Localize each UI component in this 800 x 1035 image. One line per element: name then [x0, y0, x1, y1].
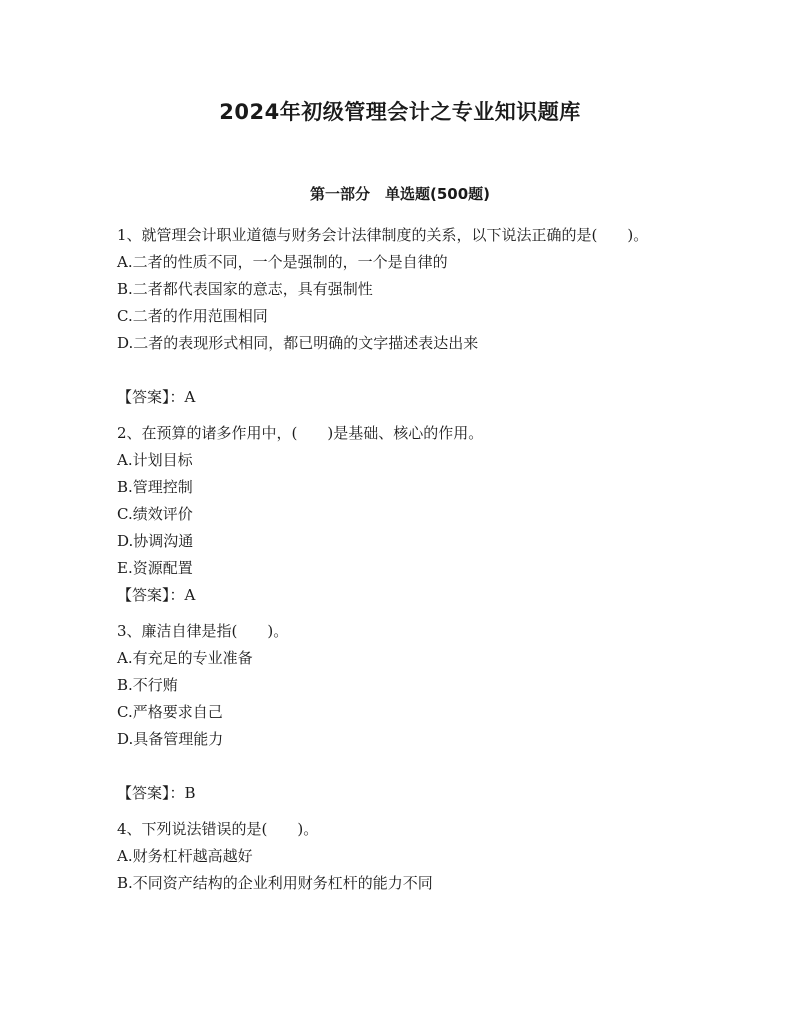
- option-b: B.不同资产结构的企业利用财务杠杆的能力不同: [117, 874, 433, 892]
- question-2: [117, 420, 687, 609]
- option-c: C.二者的作用范围相同: [117, 307, 268, 325]
- question-stem: 4、下列说法错误的是( )。: [117, 820, 319, 838]
- option-a: A.计划目标: [117, 451, 193, 469]
- option-b: B.管理控制: [117, 478, 193, 496]
- option-e: E.资源配置: [117, 559, 193, 577]
- option-a: A.财务杠杆越高越好: [117, 847, 253, 865]
- question-stem: 3、廉洁自律是指( )。: [117, 622, 289, 640]
- question-list: [117, 222, 687, 897]
- spacer: [117, 609, 687, 618]
- answer-line: 【答案】：B: [117, 784, 196, 802]
- spacer: [117, 357, 687, 384]
- option-a: A.有充足的专业准备: [117, 649, 253, 667]
- option-d: D.具备管理能力: [117, 730, 224, 748]
- option-d: D.二者的表现形式相同，都已明确的文字描述表达出来: [117, 334, 479, 352]
- option-c: C.严格要求自己: [117, 703, 223, 721]
- option-b: B.不行贿: [117, 676, 178, 694]
- answer-line: 【答案】：A: [117, 388, 196, 406]
- option-a: A.二者的性质不同，一个是强制的，一个是自律的: [117, 253, 448, 271]
- question-3: [117, 618, 687, 807]
- spacer: [117, 807, 687, 816]
- question-stem: 2、在预算的诸多作用中，( )是基础、核心的作用。: [117, 424, 484, 442]
- question-4: [117, 816, 687, 897]
- answer-line: 【答案】：A: [117, 586, 196, 604]
- page-title: 2024年初级管理会计之专业知识题库: [219, 100, 581, 124]
- option-c: C.绩效评价: [117, 505, 193, 523]
- question-stem: 1、就管理会计职业道德与财务会计法律制度的关系，以下说法正确的是( )。: [117, 226, 649, 244]
- option-d: D.协调沟通: [117, 532, 194, 550]
- section-title: 第一部分 单选题(500题): [309, 185, 491, 203]
- spacer: [117, 753, 687, 780]
- option-b: B.二者都代表国家的意志，具有强制性: [117, 280, 373, 298]
- question-1: [117, 222, 687, 411]
- spacer: [117, 411, 687, 420]
